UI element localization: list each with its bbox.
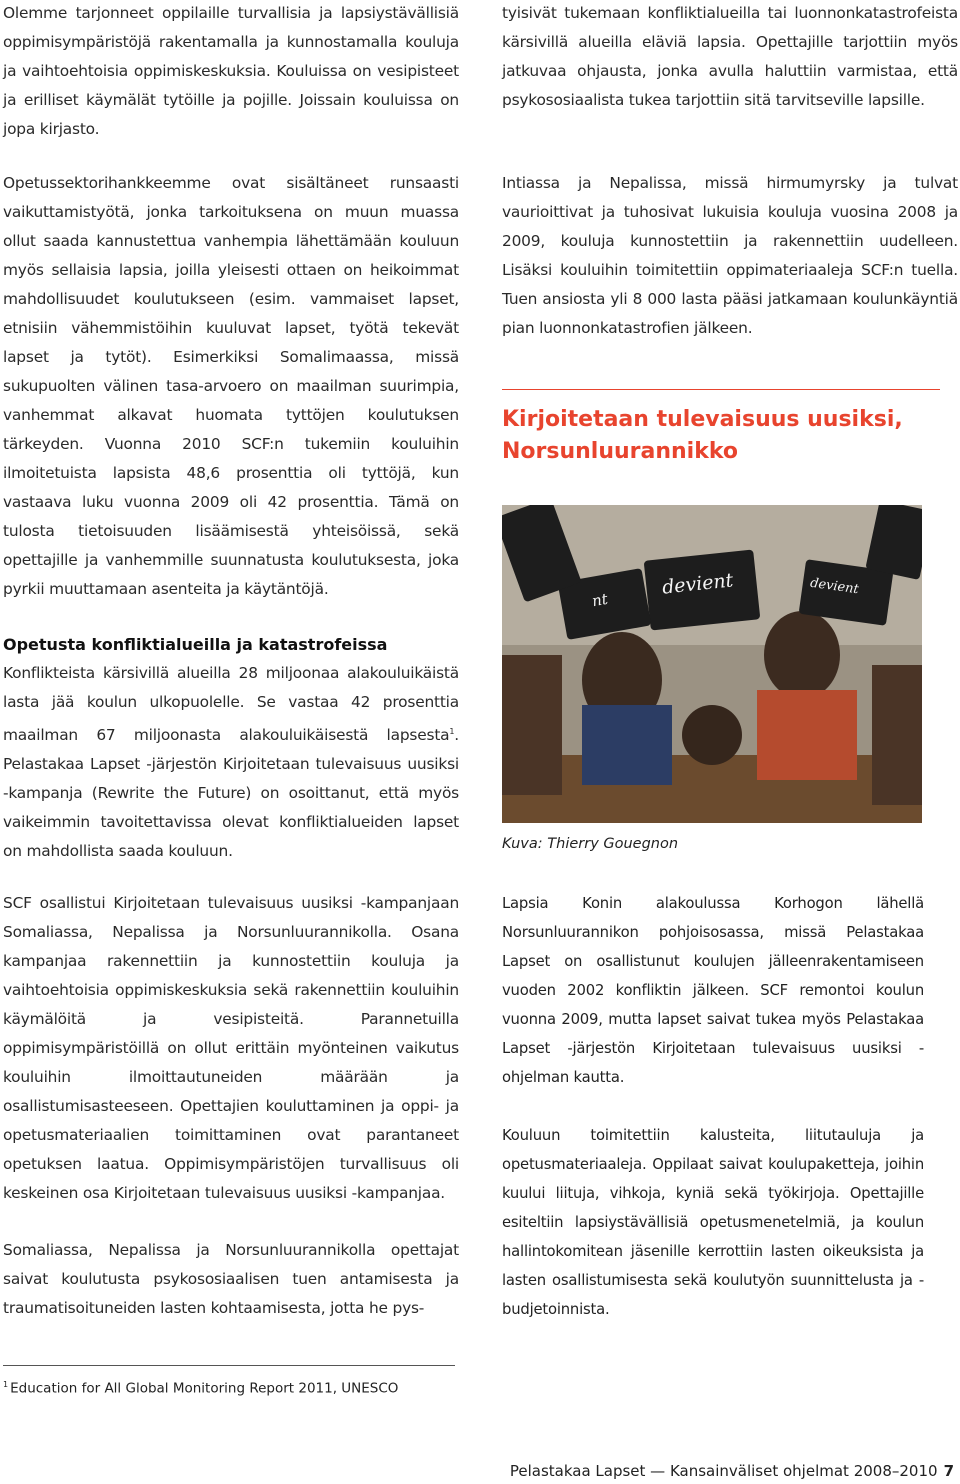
slate-word: devient (809, 575, 860, 598)
conflict-paragraph (3, 659, 459, 866)
footnote-rule (3, 1365, 455, 1366)
sidebar (484, 0, 960, 1360)
conflict-paragraph-part-a: Konflikteista kärsivillä alueilla 28 miljoonaa alakouluikäistä lasta jää koulun ulkopuolelle. Se vastaa 42 prosenttia maailman 67 miljoonasta alakouluikäisestä lapsesta (3, 664, 459, 745)
intro-paragraph: Olemme tarjonneet oppilaille turvallisia ja lapsiystävällisiä oppimisympäristöjä rakentamalla ja kunnostamalla kouluja ja vaihtoehtoisia oppimiskeskuksia. Kouluissa on vesipisteet ja erilliset käymälät tytöille ja pojille. Joissain kouluissa on jopa kirjasto. (3, 4, 459, 138)
photo-caption-2: Kouluun toimitettiin kalusteita, liitutauluja ja opetusmateriaaleja. Oppilaat saivat koulupaketteja, joihin kuului liituja, vihkoja, kyniä sekä työkirjoja. Opettajille esiteltiin lapsiystävällisiä opetusmenetelmiä, ja koulun hallintokomitean jäsenille kerrottiin lasten oikeuksista ja lasten osallistumisesta sekä koulutyön suunnittelusta ja - budjetoinnista. (502, 1127, 924, 1318)
sidebar-rule (502, 389, 940, 390)
page-footer (510, 1462, 954, 1480)
page-number: 7 (943, 1462, 954, 1480)
india-nepal-paragraph: Intiassa ja Nepalissa, missä hirmumyrsky ja tulvat vaurioittivat ja tuhosivat lukuisia kouluja vuosina 2008 ja 2009, kouluja kunnostettiin ja rakennettiin uudelleen. Lisäksi kouluihin toimitettiin oppimateriaaleja SCF:n tuella. Tuen ansiosta yli 8 000 lasta pääsi jatkamaan koulunkäyntiä pian luonnonkatastrofien jälkeen. (502, 174, 958, 337)
footnote-text: Education for All Global Monitoring Report 2011, UNESCO (10, 1380, 399, 1397)
support-paragraph: tyisivät tukemaan konfliktialueilla tai luonnonkatastrofeista kärsivillä alueilla eläviä lapsia. Opettajille tarjottiin myös jatkuvaa ohjausta, jonka avulla haluttiin varmistaa, että psykososiaalista tukea tarjottiin sitä tarvitseville lapsille. (502, 4, 958, 109)
advocacy-paragraph: Opetussektorihankkeemme ovat sisältäneet runsaasti vaikuttamistyötä, jonka tarkoituksena on muun muassa ollut saada kannustettua vanhempia lähettämään kouluun myös sellaisia lapsia, joilla yleisesti ottaen on heikoimmat mahdollisuudet koulutukseen (esim. vammaiset lapset, etnisiin vähemmistöihin kuuluvat lapset, työtä tekevät lapset ja tytöt). Esimerkiksi Somalimaassa, missä sukupuolten välinen tasa-arvoero on maailman suurimpia, vanhemmat alkavat huomata tyttöjen koulutuksen tärkeyden. Vuonna 2010 SCF:n tukemiin kouluihin ilmoitetuista lapsista 48,6 prosenttia oli tyttöjä, kun vastaava luku vuonna 2009 oli 42 prosenttia. Tämä on tulosta tietoisuuden lisäämisestä yhteisöissä, sekä opettajille ja vanhemmille suunnatusta koulutuksesta, joka pyrkii muuttamaan asenteita ja käytäntöjä. (3, 174, 459, 598)
footnote-marker: 1 (3, 1380, 9, 1389)
teacher-training-paragraph: Somaliassa, Nepalissa ja Norsunluurannikolla opettajat saivat koulutusta psykososiaalisen tuen antamisesta ja traumatisoituneiden lasten kohtaamisesta, jotta he pys- (3, 1241, 459, 1317)
classroom-photo (502, 505, 922, 823)
footnote (3, 1380, 398, 1397)
photo-credit: Kuva: Thierry Gouegnon (502, 836, 679, 852)
section-heading: Opetusta konfliktialueilla ja katastrofeissa (3, 635, 388, 654)
footnote-reference: 1 (449, 727, 455, 736)
sidebar-title-line-1: Kirjoitetaan tulevaisuus uusiksi, (502, 407, 903, 432)
sidebar-title-line-2: Norsunluurannikko (502, 439, 739, 464)
footer-text: Pelastakaa Lapset — Kansainväliset ohjelmat 2008–2010 (509, 1462, 938, 1480)
conflict-paragraph-part-b: . Pelastakaa Lapset -järjestön Kirjoitetaan tulevaisuus uusiksi -kampanja (Rewrite the Future) on osoittanut, että myös vaikeimmin tavoitettavissa olevat konfliktialueiden lapset on mahdollista saada kouluun. (3, 726, 459, 861)
slate-word: devient (661, 569, 735, 599)
photo-caption-1: Lapsia Konin alakoulussa Korhogon lähellä Norsunluurannikon pohjoisosassa, missä Pelastakaa Lapset on osallistunut koulujen jälleenrakentamiseen vuoden 2002 konfliktin jälkeen. SCF remontoi koulun vuonna 2009, mutta lapset saivat tukea myös Pelastakaa Lapset -järjestön Kirjoitetaan tulevaisuus uusiksi -ohjelman kautta. (502, 895, 924, 1086)
campaign-paragraph: SCF osallistui Kirjoitetaan tulevaisuus uusiksi -kampanjaan Somaliassa, Nepalissa ja Norsunluurannikolla. Osana kampanjaa rakennettiin ja kunnostettiin kouluja ja vaihtoehtoisia oppimiskeskuksia sekä rakennettiin kouluihin käymälöitä ja vesipisteitä. Parannetuilla oppimisympäristöillä on ollut erittäin myönteinen vaikutus kouluihin ilmoittautuneiden määrään ja osallistumisasteeseen. Opettajien kouluttaminen ja oppi- ja opetusmateriaalien toimittaminen ovat parantaneet opetuksen laatua. Oppimisympäristöjen turvallisuus oli keskeinen osa Kirjoitetaan tulevaisuus uusiksi -kampanjaa. (3, 894, 459, 1202)
slate-word: nt (590, 589, 610, 611)
sidebar-title (502, 404, 940, 468)
